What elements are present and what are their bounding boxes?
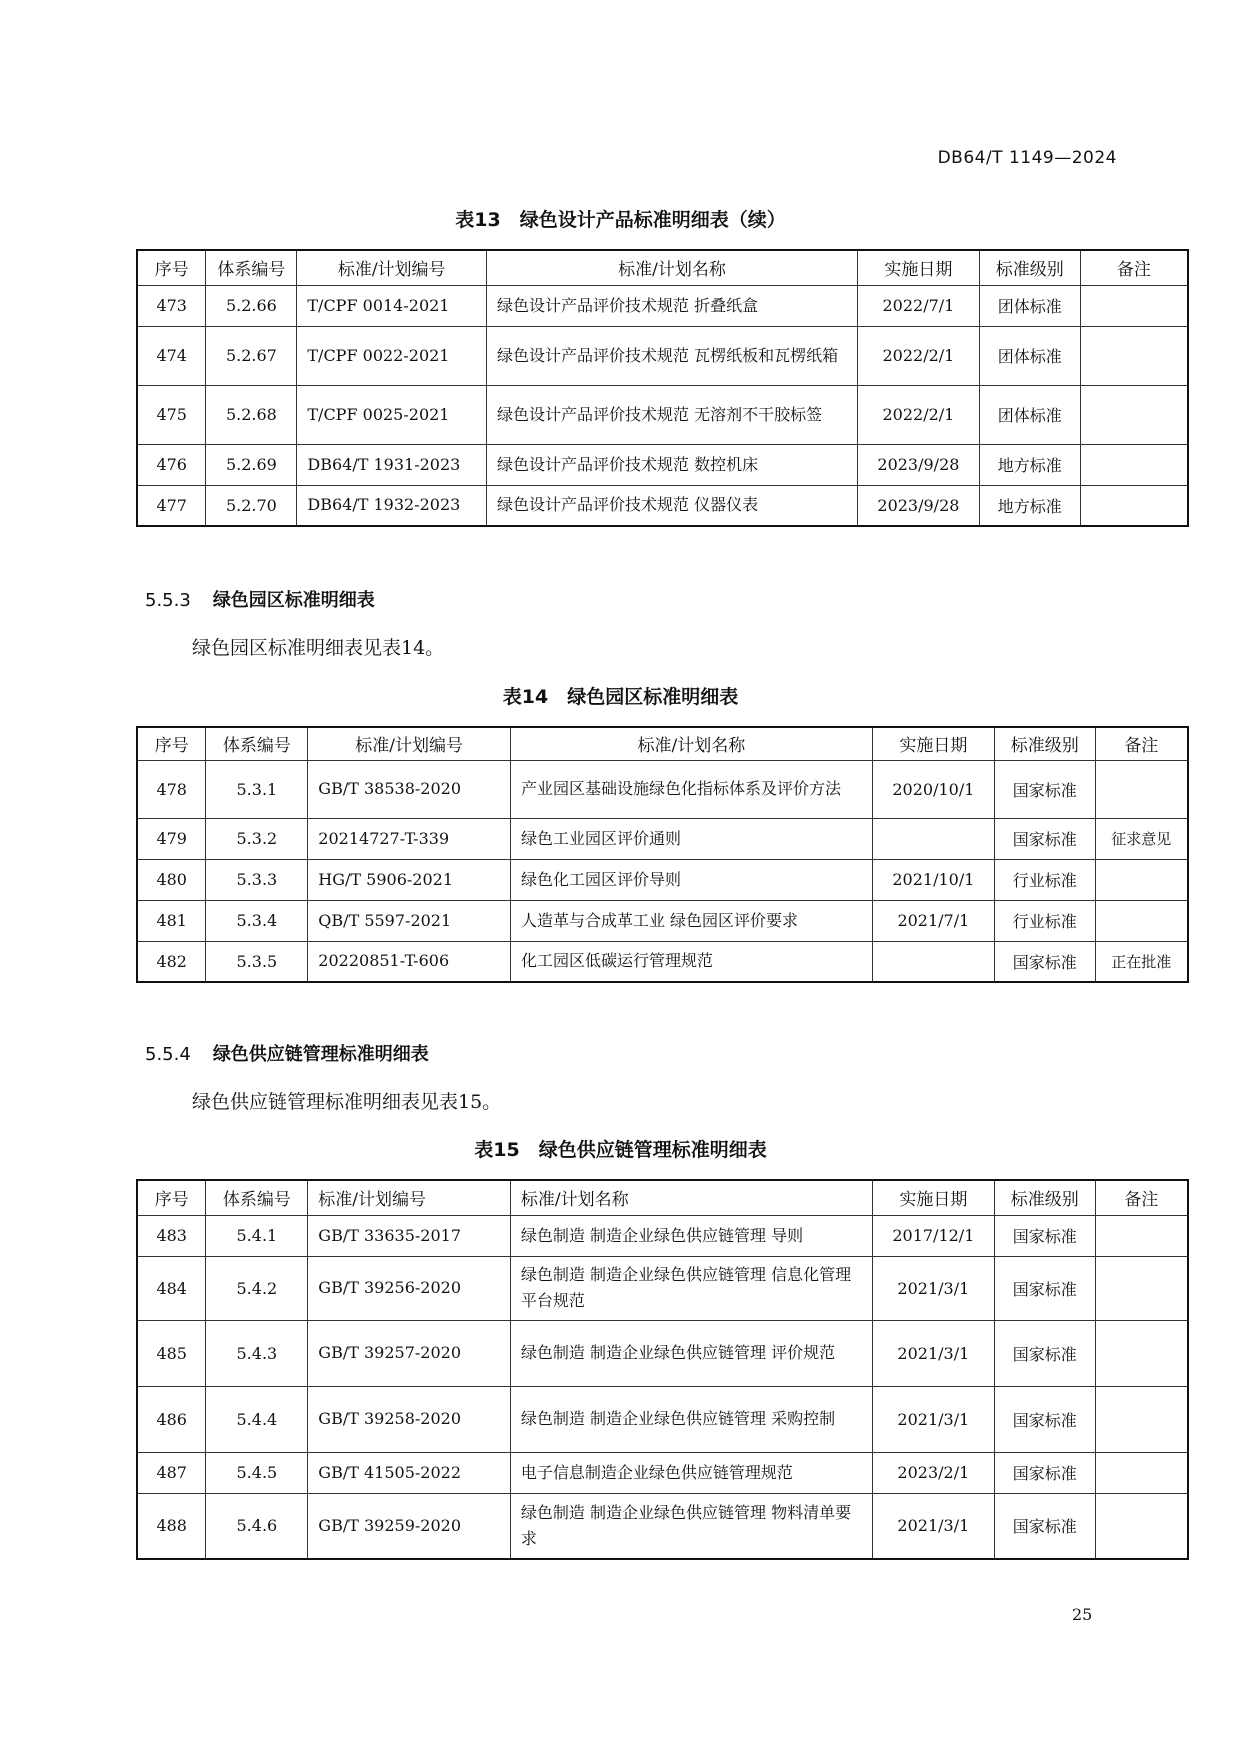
table-cell: 2021/3/1 (872, 1493, 994, 1559)
table-cell: 绿色制造 制造企业绿色供应链管理 信息化管理平台规范 (510, 1256, 872, 1320)
table-cell: 5.4.3 (206, 1320, 308, 1386)
table-row (137, 900, 1188, 941)
table-row (137, 859, 1188, 900)
column-header: 标准级别 (994, 727, 1095, 760)
section-title: 绿色供应链管理标准明细表 (212, 1044, 429, 1065)
table-cell: 483 (137, 1215, 206, 1256)
table-cell: 征求意见 (1095, 818, 1188, 859)
table-cell: 地方标准 (979, 444, 1080, 485)
table-row (137, 1320, 1188, 1386)
table-cell: 474 (137, 326, 206, 385)
table-cell (1095, 760, 1188, 818)
table-header-row (137, 1180, 1188, 1215)
column-header: 序号 (137, 727, 206, 760)
column-header: 序号 (137, 1180, 206, 1215)
table-cell: 国家标准 (994, 1386, 1095, 1452)
table-cell: 476 (137, 444, 206, 485)
section-number: 5.5.3 (145, 590, 191, 611)
table-cell: 团体标准 (979, 385, 1080, 444)
column-header: 标准/计划名称 (510, 1180, 872, 1215)
table-cell: QB/T 5597-2021 (308, 900, 511, 941)
table-row (137, 326, 1188, 385)
table-cell: 行业标准 (994, 900, 1095, 941)
table-cell (1095, 859, 1188, 900)
table-cell: 5.3.4 (206, 900, 308, 941)
table-cell: 5.4.6 (206, 1493, 308, 1559)
table-cell: 20214727-T-339 (308, 818, 511, 859)
table-cell: 486 (137, 1386, 206, 1452)
table-row (137, 444, 1188, 485)
table-cell: 20220851-T-606 (308, 941, 511, 982)
table-cell (1095, 1452, 1188, 1493)
table-cell: 5.4.5 (206, 1452, 308, 1493)
table-cell: 2021/10/1 (872, 859, 994, 900)
column-header: 标准级别 (979, 250, 1080, 285)
column-header: 实施日期 (857, 250, 979, 285)
table-cell: 地方标准 (979, 485, 1080, 526)
column-header: 体系编号 (206, 727, 308, 760)
table-row (137, 1452, 1188, 1493)
table-cell: 2021/3/1 (872, 1386, 994, 1452)
column-header: 体系编号 (206, 250, 297, 285)
table-row (137, 941, 1188, 982)
section-number: 5.5.4 (145, 1044, 191, 1065)
section-5-5-3-paragraph: 绿色园区标准明细表见表14。 (192, 637, 445, 659)
page-number: 25 (1072, 1605, 1093, 1624)
table-cell: GB/T 39258-2020 (308, 1386, 511, 1452)
table-cell: 488 (137, 1493, 206, 1559)
table-row (137, 1386, 1188, 1452)
table-cell: 2023/9/28 (857, 444, 979, 485)
table-cell: 团体标准 (979, 326, 1080, 385)
table-cell: 2021/3/1 (872, 1320, 994, 1386)
table-cell: 国家标准 (994, 1215, 1095, 1256)
table-cell: 479 (137, 818, 206, 859)
column-header: 标准/计划编号 (308, 727, 511, 760)
table-cell: DB64/T 1931-2023 (297, 444, 487, 485)
table-cell: 2020/10/1 (872, 760, 994, 818)
table-cell: 5.4.1 (206, 1215, 308, 1256)
table-cell (872, 941, 994, 982)
table-cell: 5.3.3 (206, 859, 308, 900)
table14 (136, 726, 1189, 983)
table-row (137, 760, 1188, 818)
column-header: 备注 (1095, 727, 1188, 760)
table-cell: 5.3.2 (206, 818, 308, 859)
table-cell: 绿色设计产品评价技术规范 仪器仪表 (487, 485, 858, 526)
table-cell (1095, 1256, 1188, 1320)
table-cell: 绿色制造 制造企业绿色供应链管理 评价规范 (510, 1320, 872, 1386)
table-cell: 国家标准 (994, 1493, 1095, 1559)
table-cell: 国家标准 (994, 760, 1095, 818)
column-header: 标准级别 (994, 1180, 1095, 1215)
column-header: 标准/计划编号 (308, 1180, 511, 1215)
table-cell: 2021/3/1 (872, 1256, 994, 1320)
table-row (137, 1215, 1188, 1256)
table-cell (1080, 326, 1188, 385)
table-cell: GB/T 39256-2020 (308, 1256, 511, 1320)
table-cell: 绿色制造 制造企业绿色供应链管理 导则 (510, 1215, 872, 1256)
table-cell: 绿色制造 制造企业绿色供应链管理 采购控制 (510, 1386, 872, 1452)
table-cell (1095, 1386, 1188, 1452)
table-cell: 2023/2/1 (872, 1452, 994, 1493)
table-cell: T/CPF 0022-2021 (297, 326, 487, 385)
column-header: 标准/计划编号 (297, 250, 487, 285)
table-row (137, 1256, 1188, 1320)
table-row (137, 485, 1188, 526)
table-cell: 国家标准 (994, 941, 1095, 982)
table-cell: 2022/7/1 (857, 285, 979, 326)
table-cell (1095, 900, 1188, 941)
table-cell: 473 (137, 285, 206, 326)
table-cell (872, 818, 994, 859)
table-cell: 绿色化工园区评价导则 (510, 859, 872, 900)
table-cell: 国家标准 (994, 1452, 1095, 1493)
table-cell: GB/T 39257-2020 (308, 1320, 511, 1386)
table-cell: T/CPF 0025-2021 (297, 385, 487, 444)
table-cell: 5.2.69 (206, 444, 297, 485)
table13-title: 表13 绿色设计产品标准明细表（续） (455, 209, 786, 231)
table-cell: 5.2.67 (206, 326, 297, 385)
table15 (136, 1179, 1189, 1560)
table-cell: 484 (137, 1256, 206, 1320)
table-cell: 国家标准 (994, 1320, 1095, 1386)
table-cell: GB/T 39259-2020 (308, 1493, 511, 1559)
table-cell: 2023/9/28 (857, 485, 979, 526)
table-cell: 478 (137, 760, 206, 818)
column-header: 备注 (1095, 1180, 1188, 1215)
table13 (136, 249, 1189, 527)
table-cell: 5.2.66 (206, 285, 297, 326)
section-title: 绿色园区标准明细表 (212, 590, 375, 611)
section-5-5-4-paragraph: 绿色供应链管理标准明细表见表15。 (192, 1091, 502, 1113)
table-cell: GB/T 38538-2020 (308, 760, 511, 818)
table-cell: 国家标准 (994, 1256, 1095, 1320)
table-cell: 475 (137, 385, 206, 444)
table14-title: 表14 绿色园区标准明细表 (502, 686, 739, 708)
table-cell: 2022/2/1 (857, 385, 979, 444)
document-code: DB64/T 1149—2024 (937, 148, 1117, 168)
table-cell: 产业园区基础设施绿色化指标体系及评价方法 (510, 760, 872, 818)
column-header: 标准/计划名称 (510, 727, 872, 760)
table-row (137, 285, 1188, 326)
table-header-row (137, 250, 1188, 285)
table-cell: DB64/T 1932-2023 (297, 485, 487, 526)
table-cell: 5.2.68 (206, 385, 297, 444)
table-row (137, 385, 1188, 444)
table-cell (1080, 444, 1188, 485)
table-cell: 485 (137, 1320, 206, 1386)
column-header: 体系编号 (206, 1180, 308, 1215)
column-header: 实施日期 (872, 727, 994, 760)
table-cell: 人造革与合成革工业 绿色园区评价要求 (510, 900, 872, 941)
table-cell: 487 (137, 1452, 206, 1493)
table-row (137, 818, 1188, 859)
section-5-5-3-heading (145, 586, 375, 612)
table-cell (1080, 385, 1188, 444)
table-cell: 481 (137, 900, 206, 941)
column-header: 备注 (1080, 250, 1188, 285)
table-cell: 国家标准 (994, 818, 1095, 859)
table-cell (1095, 1215, 1188, 1256)
table-cell (1095, 1320, 1188, 1386)
table-cell: 绿色制造 制造企业绿色供应链管理 物料清单要求 (510, 1493, 872, 1559)
table-cell: 绿色设计产品评价技术规范 无溶剂不干胶标签 (487, 385, 858, 444)
section-5-5-4-heading (145, 1040, 429, 1066)
table-header-row (137, 727, 1188, 760)
table-cell: 行业标准 (994, 859, 1095, 900)
table-cell: 5.4.2 (206, 1256, 308, 1320)
column-header: 实施日期 (872, 1180, 994, 1215)
column-header: 标准/计划名称 (487, 250, 858, 285)
table-cell (1080, 285, 1188, 326)
table-cell: 绿色设计产品评价技术规范 数控机床 (487, 444, 858, 485)
table-cell: 5.2.70 (206, 485, 297, 526)
table-cell: T/CPF 0014-2021 (297, 285, 487, 326)
table-cell: GB/T 41505-2022 (308, 1452, 511, 1493)
table-cell: 绿色设计产品评价技术规范 瓦楞纸板和瓦楞纸箱 (487, 326, 858, 385)
table-row (137, 1493, 1188, 1559)
table-cell: 480 (137, 859, 206, 900)
table-cell: 477 (137, 485, 206, 526)
table-cell: 482 (137, 941, 206, 982)
table-cell: GB/T 33635-2017 (308, 1215, 511, 1256)
table-cell: 团体标准 (979, 285, 1080, 326)
table-cell: 2017/12/1 (872, 1215, 994, 1256)
table-cell: 5.4.4 (206, 1386, 308, 1452)
table15-title: 表15 绿色供应链管理标准明细表 (474, 1139, 767, 1161)
table-cell: 绿色工业园区评价通则 (510, 818, 872, 859)
table-cell: 绿色设计产品评价技术规范 折叠纸盒 (487, 285, 858, 326)
table-cell: 正在批准 (1095, 941, 1188, 982)
table-cell (1095, 1493, 1188, 1559)
table-cell: 2021/7/1 (872, 900, 994, 941)
column-header: 序号 (137, 250, 206, 285)
table-cell: 电子信息制造企业绿色供应链管理规范 (510, 1452, 872, 1493)
table-cell: 5.3.5 (206, 941, 308, 982)
table-cell: HG/T 5906-2021 (308, 859, 511, 900)
table-cell (1080, 485, 1188, 526)
table-cell: 2022/2/1 (857, 326, 979, 385)
table-cell: 5.3.1 (206, 760, 308, 818)
table-cell: 化工园区低碳运行管理规范 (510, 941, 872, 982)
